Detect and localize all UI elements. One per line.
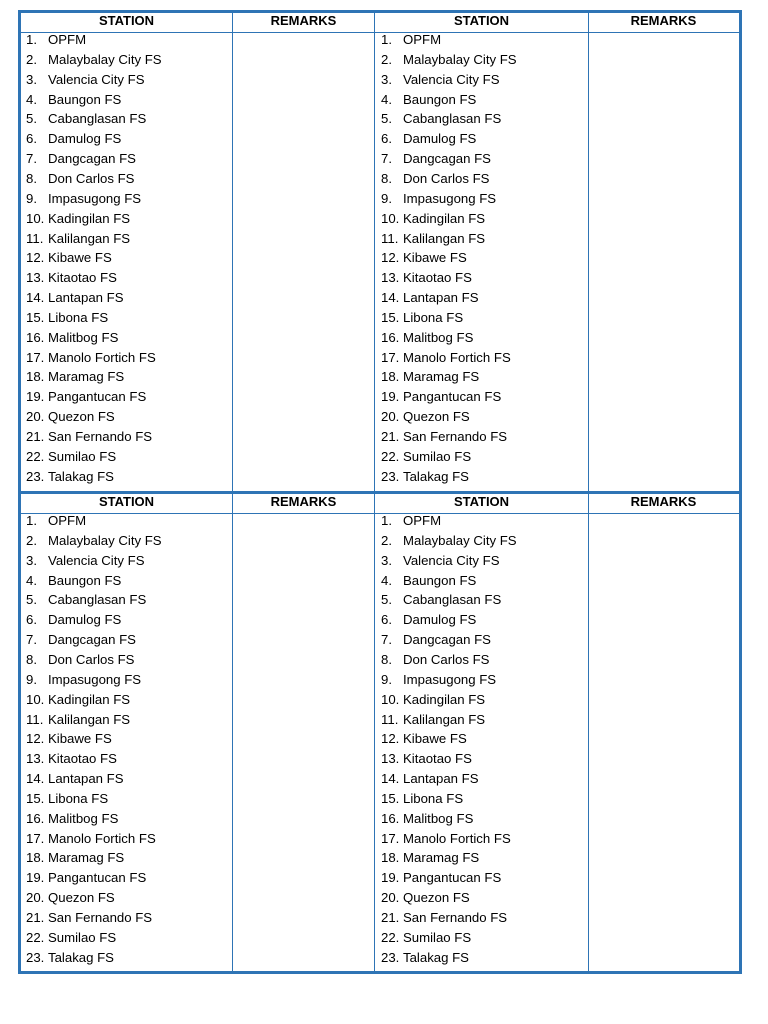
station-header-bottom-right: STATION [453, 494, 510, 509]
station-number: 14. [381, 290, 400, 306]
station-number: 4. [26, 572, 37, 588]
station-number: 12. [381, 250, 400, 266]
station-name: Dangcagan FS [48, 151, 136, 167]
station-row [26, 387, 226, 406]
station-number: 18. [381, 369, 400, 385]
station-number: 4. [381, 91, 392, 107]
station-number: 7. [381, 151, 392, 167]
station-name: Libona FS [403, 790, 464, 806]
station-row [26, 670, 226, 689]
station-row [26, 769, 226, 788]
station-number: 23. [26, 949, 45, 965]
station-number: 7. [381, 632, 392, 648]
station-row [26, 169, 226, 188]
station-name: Manolo Fortich FS [48, 830, 156, 846]
station-row [381, 511, 581, 530]
station-name: Kalilangan FS [48, 711, 131, 727]
station-row [381, 149, 581, 168]
station-number: 18. [26, 850, 45, 866]
station-row [381, 670, 581, 689]
station-row [26, 571, 226, 590]
station-row [26, 590, 226, 609]
station-row [381, 50, 581, 69]
station-name: Sumilao FS [48, 448, 117, 464]
station-name: Lantapan FS [48, 771, 124, 787]
station-name: Malaybalay City FS [48, 51, 162, 67]
station-row [381, 70, 581, 89]
station-number: 2. [381, 532, 392, 548]
station-number: 15. [381, 790, 400, 806]
station-row [381, 129, 581, 148]
station-number: 7. [26, 151, 37, 167]
station-name: OPFM [48, 32, 87, 47]
station-number: 9. [26, 190, 37, 206]
station-row [26, 288, 226, 307]
station-row [381, 467, 581, 486]
station-name: Quezon FS [48, 409, 115, 425]
station-row [26, 789, 226, 808]
station-row [26, 650, 226, 669]
station-name: Don Carlos FS [403, 651, 490, 667]
station-number: 23. [26, 468, 45, 484]
station-number: 13. [26, 270, 45, 286]
station-name: Baungon FS [48, 572, 122, 588]
station-number: 12. [26, 250, 45, 266]
station-number: 22. [381, 448, 400, 464]
station-row [26, 630, 226, 649]
station-number: 23. [381, 949, 400, 965]
station-number: 16. [26, 329, 45, 345]
station-number: 16. [381, 810, 400, 826]
station-name: Dangcagan FS [403, 151, 491, 167]
station-number: 6. [381, 612, 392, 628]
station-name: Pangantucan FS [403, 389, 502, 405]
station-number: 12. [26, 731, 45, 747]
station-row [381, 90, 581, 109]
station-name: Pangantucan FS [48, 389, 147, 405]
station-row [381, 571, 581, 590]
station-name: Talakag FS [48, 949, 114, 965]
station-name: San Fernando FS [48, 910, 153, 925]
station-number: 7. [26, 632, 37, 648]
station-number: 8. [26, 170, 37, 186]
station-number: 22. [381, 929, 400, 945]
station-row [26, 729, 226, 748]
station-number: 21. [26, 429, 45, 444]
station-name: Impasugong FS [403, 190, 497, 206]
station-name: Quezon FS [48, 890, 115, 906]
station-number: 10. [26, 210, 45, 226]
station-row [381, 848, 581, 867]
station-name: Lantapan FS [403, 290, 479, 306]
remarks-header-top-right: REMARKS [630, 13, 697, 28]
station-name: Talakag FS [403, 468, 469, 484]
station-number: 21. [381, 429, 400, 444]
station-row [26, 868, 226, 887]
station-number: 20. [381, 409, 400, 425]
station-number: 8. [26, 651, 37, 667]
station-name: Kitaotao FS [48, 751, 117, 767]
station-row [26, 531, 226, 550]
station-row [26, 308, 226, 327]
station-name: Baungon FS [48, 91, 122, 107]
station-number: 10. [26, 691, 45, 707]
station-row [381, 531, 581, 550]
station-number: 8. [381, 651, 392, 667]
station-number: 17. [26, 830, 45, 846]
station-number: 3. [26, 71, 37, 87]
station-row [26, 407, 226, 426]
station-name: Maramag FS [403, 369, 480, 385]
station-number: 3. [381, 71, 392, 87]
station-row [26, 367, 226, 386]
station-number: 17. [381, 349, 400, 365]
station-name: Sumilao FS [403, 448, 472, 464]
station-number: 13. [381, 270, 400, 286]
station-name: Malaybalay City FS [403, 532, 517, 548]
station-row [26, 888, 226, 907]
station-name: Kibawe FS [48, 731, 112, 747]
station-name: Cabanglasan FS [48, 592, 147, 608]
station-name: Manolo Fortich FS [48, 349, 156, 365]
station-name: Libona FS [403, 309, 464, 325]
station-row [26, 610, 226, 629]
station-row [26, 551, 226, 570]
station-number: 19. [381, 870, 400, 886]
station-number: 4. [26, 91, 37, 107]
station-number: 10. [381, 691, 400, 707]
station-row [381, 610, 581, 629]
station-number: 1. [381, 32, 392, 47]
station-number: 6. [26, 131, 37, 147]
station-number: 3. [381, 552, 392, 568]
station-row [381, 348, 581, 367]
station-row [26, 189, 226, 208]
station-name: Baungon FS [403, 572, 477, 588]
station-number: 18. [26, 369, 45, 385]
station-row [381, 809, 581, 828]
station-name: Kalilangan FS [403, 230, 486, 246]
station-number: 9. [381, 671, 392, 687]
station-name: Manolo Fortich FS [403, 830, 511, 846]
station-number: 21. [381, 910, 400, 925]
station-name: Impasugong FS [403, 671, 497, 687]
station-name: Maramag FS [48, 369, 125, 385]
station-row [381, 710, 581, 729]
station-number: 16. [26, 810, 45, 826]
station-row [26, 467, 226, 486]
station-row [26, 229, 226, 248]
station-row [26, 209, 226, 228]
station-name: Baungon FS [403, 91, 477, 107]
station-name: Kitaotao FS [403, 751, 472, 767]
station-row [381, 169, 581, 188]
station-row [381, 769, 581, 788]
station-row [26, 90, 226, 109]
station-name: Maramag FS [48, 850, 125, 866]
station-number: 18. [381, 850, 400, 866]
station-row [26, 149, 226, 168]
station-number: 6. [381, 131, 392, 147]
station-name: Kalilangan FS [48, 230, 131, 246]
station-number: 2. [26, 532, 37, 548]
station-row [381, 789, 581, 808]
station-number: 4. [381, 572, 392, 588]
station-number: 6. [26, 612, 37, 628]
station-number: 19. [26, 870, 45, 886]
station-row [381, 109, 581, 128]
station-number: 22. [26, 448, 45, 464]
station-name: Valencia City FS [403, 552, 500, 568]
station-row [26, 70, 226, 89]
station-name: San Fernando FS [403, 910, 508, 925]
station-name: Pangantucan FS [403, 870, 502, 886]
station-name: Impasugong FS [48, 190, 142, 206]
station-name: Dangcagan FS [403, 632, 491, 648]
station-row [381, 288, 581, 307]
station-name: Don Carlos FS [403, 170, 490, 186]
station-row [381, 829, 581, 848]
station-row [26, 427, 226, 446]
station-number: 11. [26, 230, 44, 246]
station-name: Kitaotao FS [48, 270, 117, 286]
station-name: Manolo Fortich FS [403, 349, 511, 365]
station-name: Pangantucan FS [48, 870, 147, 886]
station-header-top-left: STATION [98, 13, 155, 28]
station-row [26, 50, 226, 69]
station-number: 13. [26, 751, 45, 767]
station-name: Malitbog FS [48, 810, 119, 826]
station-number: 14. [26, 771, 45, 787]
station-number: 23. [381, 468, 400, 484]
station-name: Lantapan FS [403, 771, 479, 787]
station-row [26, 511, 226, 530]
station-number: 2. [26, 51, 37, 67]
station-row [381, 948, 581, 967]
station-number: 17. [381, 830, 400, 846]
station-row [26, 248, 226, 267]
station-row [381, 749, 581, 768]
station-row [381, 30, 581, 49]
station-name: Quezon FS [403, 409, 470, 425]
station-row [26, 948, 226, 967]
station-row [381, 189, 581, 208]
station-name: Kibawe FS [403, 731, 467, 747]
station-row [26, 268, 226, 287]
station-name: Sumilao FS [403, 929, 472, 945]
station-row [381, 248, 581, 267]
station-name: Dangcagan FS [48, 632, 136, 648]
station-name: Kadingilan FS [48, 691, 131, 707]
station-number: 10. [381, 210, 400, 226]
station-name: Maramag FS [403, 850, 480, 866]
station-name: Libona FS [48, 790, 109, 806]
station-name: Malitbog FS [403, 329, 474, 345]
station-number: 11. [381, 230, 399, 246]
station-name: Damulog FS [48, 612, 122, 628]
station-number: 3. [26, 552, 37, 568]
station-row [26, 348, 226, 367]
station-row [381, 268, 581, 287]
station-row [381, 590, 581, 609]
station-row [381, 427, 581, 446]
station-name: OPFM [403, 513, 442, 528]
station-row [26, 109, 226, 128]
station-name: Don Carlos FS [48, 170, 135, 186]
remarks-header-bottom-right: REMARKS [630, 494, 697, 509]
station-number: 22. [26, 929, 45, 945]
station-name: Impasugong FS [48, 671, 142, 687]
station-name: Talakag FS [403, 949, 469, 965]
station-row [26, 829, 226, 848]
station-row [26, 710, 226, 729]
station-row [381, 908, 581, 927]
station-number: 20. [381, 890, 400, 906]
station-row [381, 928, 581, 947]
station-row [381, 229, 581, 248]
station-name: Cabanglasan FS [403, 592, 502, 608]
station-name: Malitbog FS [403, 810, 474, 826]
station-name: San Fernando FS [48, 429, 153, 444]
station-number: 20. [26, 890, 45, 906]
station-name: OPFM [48, 513, 87, 528]
station-name: Valencia City FS [403, 71, 500, 87]
station-name: Malaybalay City FS [48, 532, 162, 548]
station-number: 11. [381, 711, 399, 727]
station-name: Kitaotao FS [403, 270, 472, 286]
remarks-header-bottom-left: REMARKS [270, 494, 337, 509]
station-row [381, 407, 581, 426]
station-name: Kadingilan FS [403, 210, 486, 226]
station-name: Libona FS [48, 309, 109, 325]
station-number: 5. [26, 592, 37, 608]
station-name: San Fernando FS [403, 429, 508, 444]
station-number: 14. [381, 771, 400, 787]
station-number: 13. [381, 751, 400, 767]
station-number: 15. [381, 309, 400, 325]
station-row [26, 928, 226, 947]
station-number: 14. [26, 290, 45, 306]
station-number: 2. [381, 51, 392, 67]
station-number: 19. [381, 389, 400, 405]
station-name: Kadingilan FS [403, 691, 486, 707]
station-row [26, 809, 226, 828]
station-name: Valencia City FS [48, 552, 145, 568]
station-row [381, 868, 581, 887]
station-remarks-table [18, 10, 742, 974]
station-name: Don Carlos FS [48, 651, 135, 667]
station-name: Quezon FS [403, 890, 470, 906]
station-row [381, 888, 581, 907]
station-row [381, 328, 581, 347]
station-name: Cabanglasan FS [403, 111, 502, 127]
station-name: Damulog FS [403, 612, 477, 628]
station-row [26, 328, 226, 347]
station-row [381, 690, 581, 709]
station-number: 15. [26, 309, 45, 325]
station-row [26, 848, 226, 867]
station-number: 17. [26, 349, 45, 365]
station-number: 9. [381, 190, 392, 206]
station-number: 11. [26, 711, 44, 727]
station-name: Damulog FS [48, 131, 122, 147]
station-row [26, 447, 226, 466]
station-name: Kadingilan FS [48, 210, 131, 226]
station-name: Malitbog FS [48, 329, 119, 345]
station-row [381, 367, 581, 386]
station-number: 5. [381, 111, 392, 127]
station-row [26, 690, 226, 709]
station-number: 20. [26, 409, 45, 425]
station-name: Talakag FS [48, 468, 114, 484]
station-row [381, 387, 581, 406]
station-row [381, 650, 581, 669]
station-number: 1. [26, 32, 37, 47]
station-row [381, 551, 581, 570]
station-number: 5. [26, 111, 37, 127]
station-name: Kibawe FS [48, 250, 112, 266]
station-number: 1. [26, 513, 37, 528]
station-name: Kibawe FS [403, 250, 467, 266]
station-number: 12. [381, 731, 400, 747]
station-number: 5. [381, 592, 392, 608]
station-number: 21. [26, 910, 45, 925]
station-number: 16. [381, 329, 400, 345]
station-name: Sumilao FS [48, 929, 117, 945]
station-name: Cabanglasan FS [48, 111, 147, 127]
station-name: Kalilangan FS [403, 711, 486, 727]
station-number: 1. [381, 513, 392, 528]
station-row [26, 908, 226, 927]
station-row [26, 749, 226, 768]
station-number: 15. [26, 790, 45, 806]
station-header-top-right: STATION [453, 13, 510, 28]
station-row [381, 729, 581, 748]
station-number: 9. [26, 671, 37, 687]
remarks-header-top-left: REMARKS [270, 13, 337, 28]
station-name: OPFM [403, 32, 442, 47]
station-row [381, 630, 581, 649]
station-row [381, 209, 581, 228]
station-name: Damulog FS [403, 131, 477, 147]
station-row [381, 447, 581, 466]
station-number: 8. [381, 170, 392, 186]
station-row [26, 129, 226, 148]
station-name: Lantapan FS [48, 290, 124, 306]
station-number: 19. [26, 389, 45, 405]
station-row [381, 308, 581, 327]
station-row [26, 30, 226, 49]
station-name: Malaybalay City FS [403, 51, 517, 67]
station-header-bottom-left: STATION [98, 494, 155, 509]
station-name: Valencia City FS [48, 71, 145, 87]
